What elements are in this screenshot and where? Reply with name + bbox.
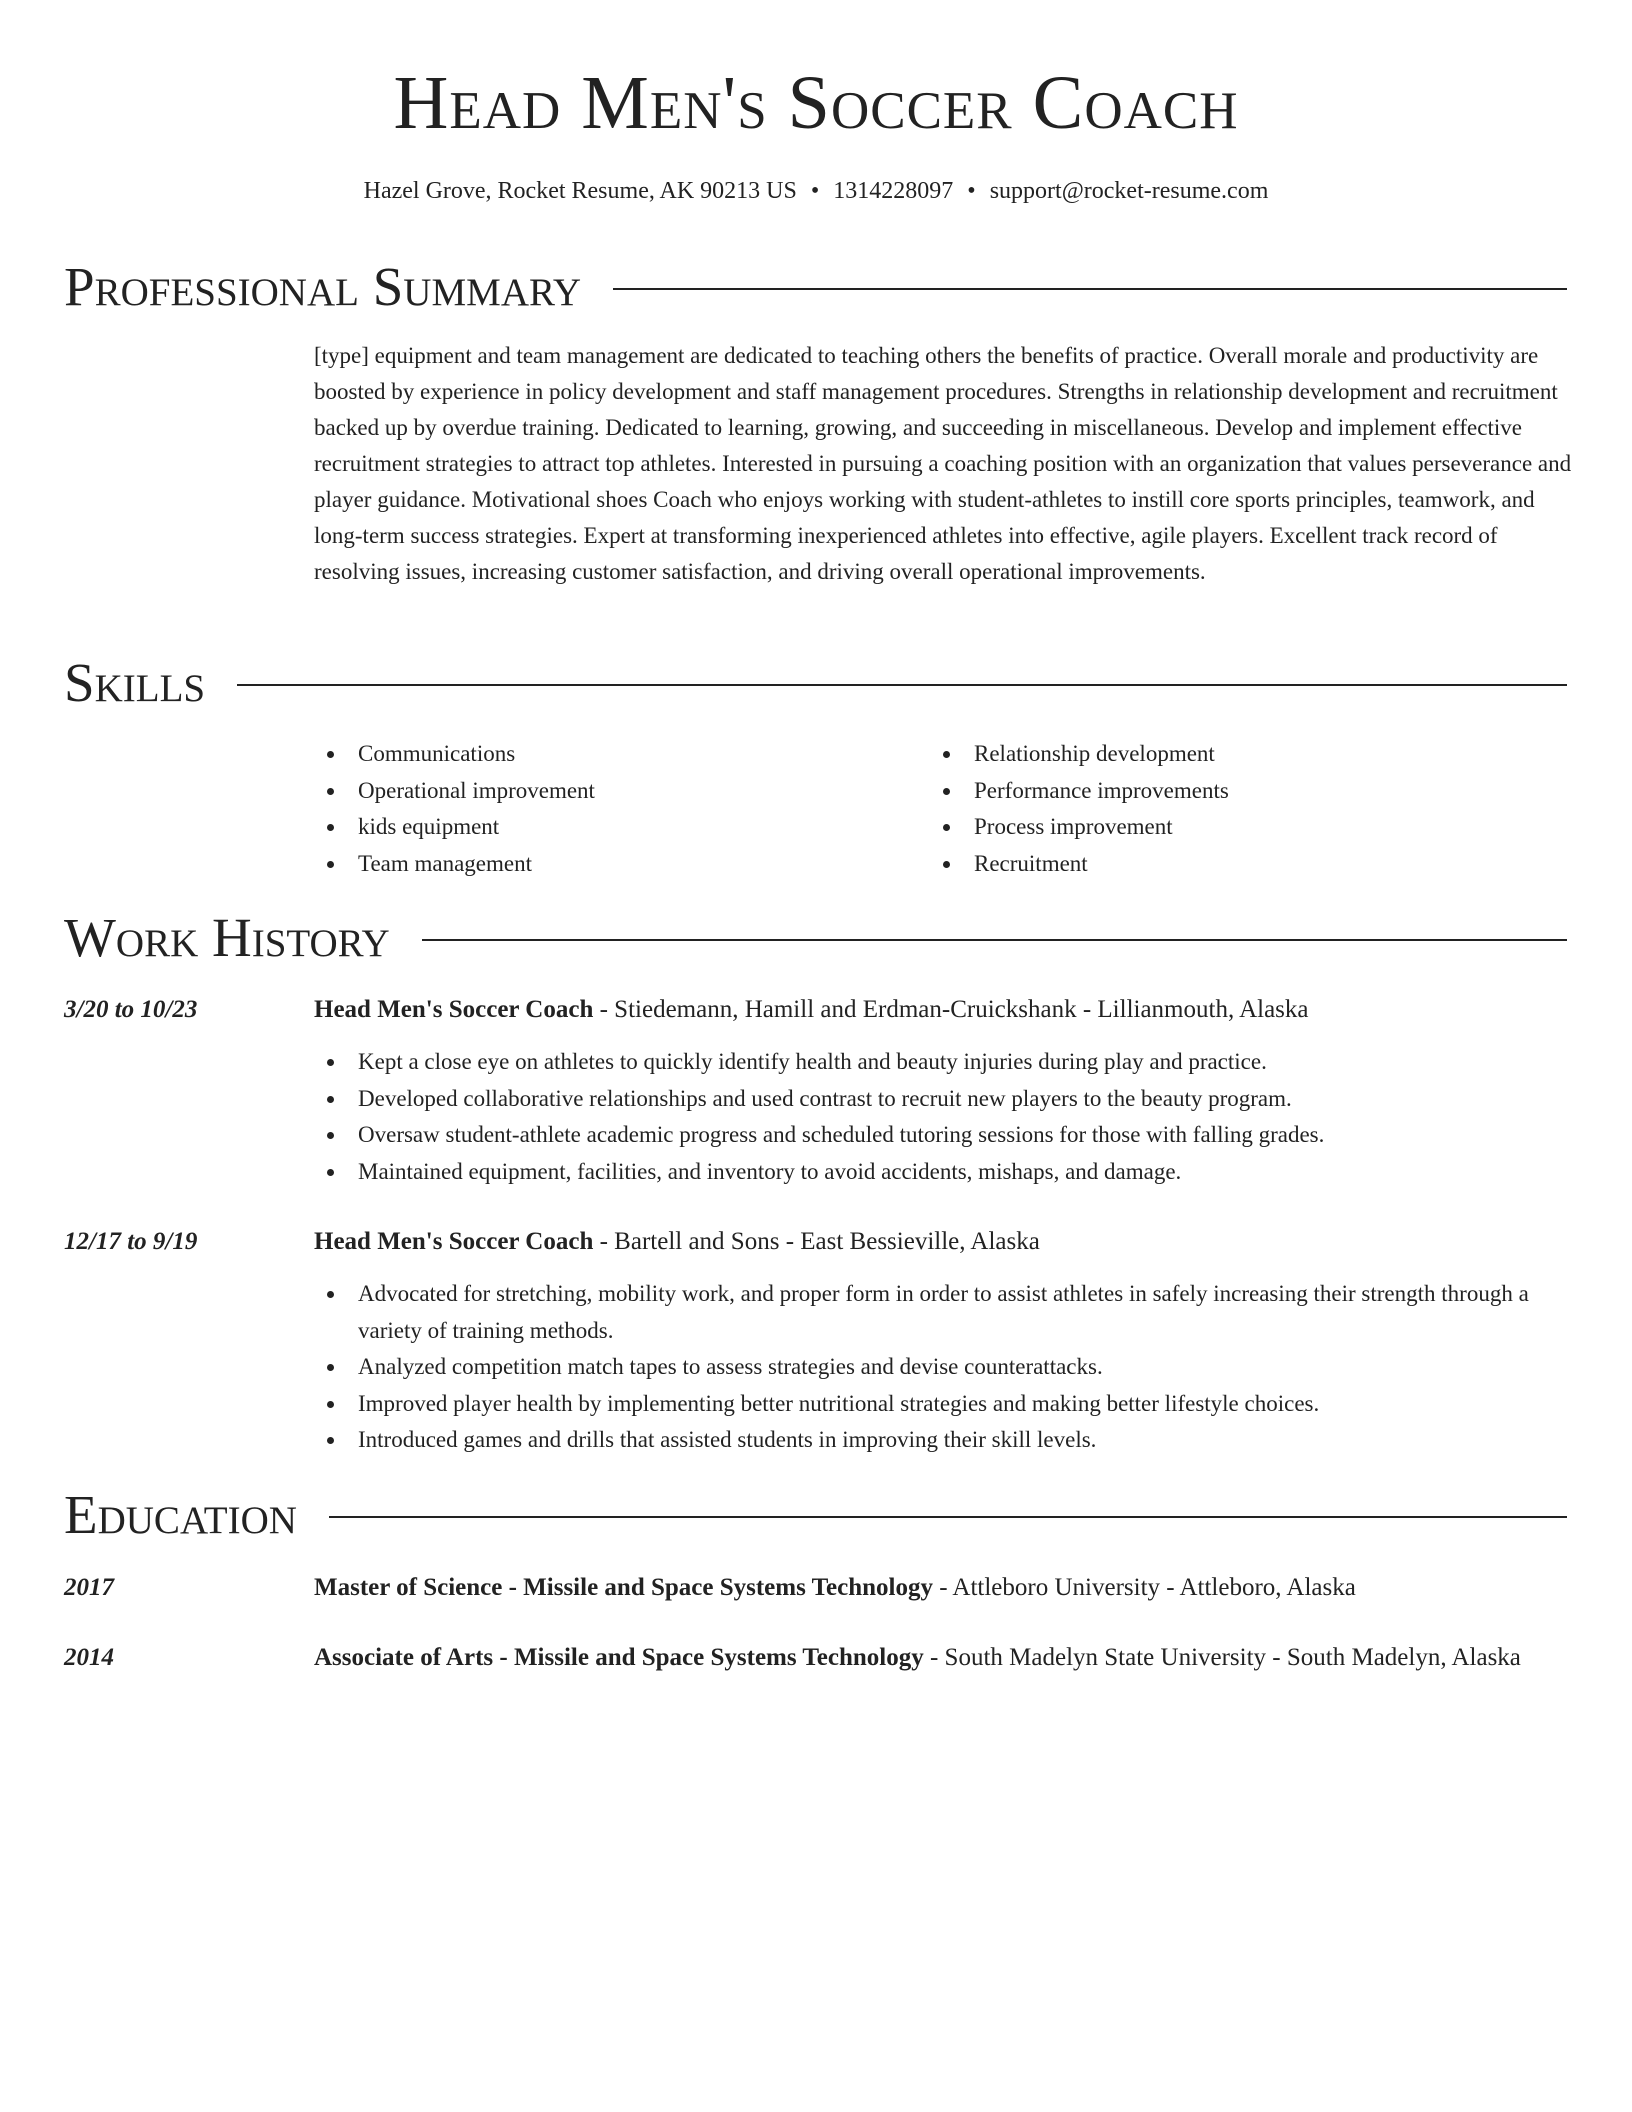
contact-separator: • bbox=[967, 178, 976, 204]
bullet-icon bbox=[327, 1059, 334, 1066]
bullet-icon bbox=[327, 1096, 334, 1103]
skills-section-header bbox=[64, 652, 1567, 714]
school-detail: - South Madelyn State University - South Madelyn, Alaska bbox=[923, 1644, 1521, 1671]
summary-title: Professional Summary bbox=[64, 256, 582, 317]
section-divider bbox=[329, 1516, 1567, 1518]
bullet-icon bbox=[327, 1437, 334, 1444]
skill-label: Communications bbox=[358, 741, 516, 766]
skill-label: kids equipment bbox=[358, 814, 500, 839]
contact-separator: • bbox=[810, 178, 820, 204]
skill-item bbox=[314, 809, 914, 846]
job-bullet bbox=[314, 1276, 1574, 1349]
job-bullet bbox=[314, 1117, 1574, 1154]
skill-label: Operational improvement bbox=[358, 777, 595, 803]
skill-item bbox=[314, 736, 914, 773]
bullet-icon bbox=[327, 751, 334, 758]
bullet-icon bbox=[327, 824, 334, 831]
contact-email: support@rocket-resume.com bbox=[989, 178, 1269, 204]
contact-address: Hazel Grove, Rocket Resume, AK 90213 US bbox=[363, 178, 797, 204]
school-detail: - Attleboro University - Attleboro, Alaska bbox=[932, 1574, 1356, 1601]
contact-phone: 1314228097 bbox=[833, 178, 954, 204]
job-title: Head Men's Soccer Coach bbox=[314, 1228, 594, 1255]
bullet-icon bbox=[327, 1169, 334, 1176]
summary-text: [type] equipment and team management are dedicated to teaching others the benefits of practice. Overall morale and productivity are boosted by experience in policy development and staff management procedures. Strengths in relationship development and recruitment backed up by overdue training. Dedicated to learning, growing, and succeeding in miscellaneous. Develop and implement effective recruitment strategies to attract top athletes. Interested in pursuing a coaching position with an organization that values perseverance and player guidance. Motivational shoes Coach who enjoys working with student-athletes to instill core sports principles, teamwork, and long-term success strategies. Expert at transforming inexperienced athletes into effective, agile players. Excellent track record of resolving issues, increasing customer satisfaction, and driving overall operational improvements. bbox=[314, 343, 1572, 584]
job-bullet bbox=[314, 1154, 1574, 1191]
bullet-icon bbox=[327, 1364, 334, 1371]
bullet-icon bbox=[943, 751, 950, 758]
job-heading bbox=[314, 990, 1574, 1030]
bullet-text: Oversaw student-athlete academic progress and scheduled tutoring sessions for those with falling grades. bbox=[358, 1122, 1325, 1147]
skill-label: Relationship development bbox=[974, 741, 1215, 766]
bullet-icon bbox=[943, 824, 950, 831]
bullet-text: Improved player health by implementing better nutritional strategies and making better lifestyle choices. bbox=[358, 1390, 1320, 1416]
bullet-text: Developed collaborative relationships and used contrast to recruit new players to the beauty program. bbox=[358, 1085, 1292, 1111]
job-employer: - Stiedemann, Hamill and Erdman-Cruickshank - Lillianmouth, Alaska bbox=[593, 996, 1309, 1023]
skill-item bbox=[930, 809, 1570, 846]
work-title: Work History bbox=[64, 907, 390, 968]
skill-item bbox=[930, 736, 1570, 773]
section-divider bbox=[613, 288, 1567, 290]
skill-label: Recruitment bbox=[974, 850, 1088, 876]
bullet-icon bbox=[327, 861, 334, 868]
skill-item bbox=[930, 773, 1570, 810]
skills-list-right bbox=[930, 736, 1570, 882]
education-year: 2017 bbox=[64, 1574, 114, 1601]
bullet-icon bbox=[327, 788, 334, 795]
education-entry bbox=[314, 1568, 1574, 1608]
education-section-header bbox=[64, 1484, 1567, 1546]
bullet-text: Advocated for stretching, mobility work, and proper form in order to assist athletes in safely increasing their strength through a variety of training methods. bbox=[358, 1281, 1529, 1343]
job-dates: 3/20 to 10/23 bbox=[64, 996, 198, 1023]
job-title: Head Men's Soccer Coach bbox=[314, 996, 594, 1023]
skill-item bbox=[314, 846, 914, 883]
skills-list-left bbox=[314, 736, 914, 882]
job-dates: 12/17 to 9/19 bbox=[64, 1228, 198, 1255]
education-title: Education bbox=[64, 1484, 297, 1545]
work-section-header bbox=[64, 907, 1567, 969]
skill-item bbox=[314, 773, 914, 810]
job-bullet bbox=[314, 1081, 1574, 1118]
bullet-icon bbox=[327, 1401, 334, 1408]
job-bullet bbox=[314, 1044, 1574, 1081]
skill-label: Performance improvements bbox=[974, 777, 1229, 803]
degree-title: Associate of Arts - Missile and Space Systems Technology bbox=[314, 1644, 924, 1671]
bullet-icon bbox=[327, 1132, 334, 1139]
skill-item bbox=[930, 846, 1570, 883]
skill-label: Team management bbox=[358, 850, 533, 876]
job-bullets bbox=[314, 1044, 1574, 1190]
contact-line bbox=[0, 176, 1632, 206]
section-divider bbox=[422, 939, 1567, 941]
job-heading bbox=[314, 1222, 1574, 1262]
section-divider bbox=[237, 684, 1567, 686]
degree-title: Master of Science - Missile and Space Systems Technology bbox=[314, 1574, 933, 1601]
education-entry bbox=[314, 1638, 1574, 1678]
bullet-icon bbox=[327, 1291, 334, 1298]
skill-label: Process improvement bbox=[974, 814, 1173, 839]
bullet-icon bbox=[943, 861, 950, 868]
job-bullet bbox=[314, 1422, 1574, 1459]
skills-title: Skills bbox=[64, 652, 206, 713]
job-bullets bbox=[314, 1276, 1574, 1459]
summary-section-header bbox=[64, 256, 1567, 318]
candidate-name: Head Men's Soccer Coach bbox=[393, 61, 1239, 145]
job-employer: - Bartell and Sons - East Bessieville, Alaska bbox=[593, 1228, 1040, 1255]
bullet-icon bbox=[943, 788, 950, 795]
education-year: 2014 bbox=[64, 1644, 114, 1671]
bullet-text: Analyzed competition match tapes to assess strategies and devise counterattacks. bbox=[358, 1354, 1103, 1379]
bullet-text: Maintained equipment, facilities, and inventory to avoid accidents, mishaps, and damage. bbox=[358, 1158, 1182, 1184]
job-bullet bbox=[314, 1386, 1574, 1423]
job-bullet bbox=[314, 1349, 1574, 1386]
bullet-text: Kept a close eye on athletes to quickly identify health and beauty injuries during play and practice. bbox=[358, 1049, 1267, 1074]
bullet-text: Introduced games and drills that assisted students in improving their skill levels. bbox=[358, 1427, 1097, 1452]
